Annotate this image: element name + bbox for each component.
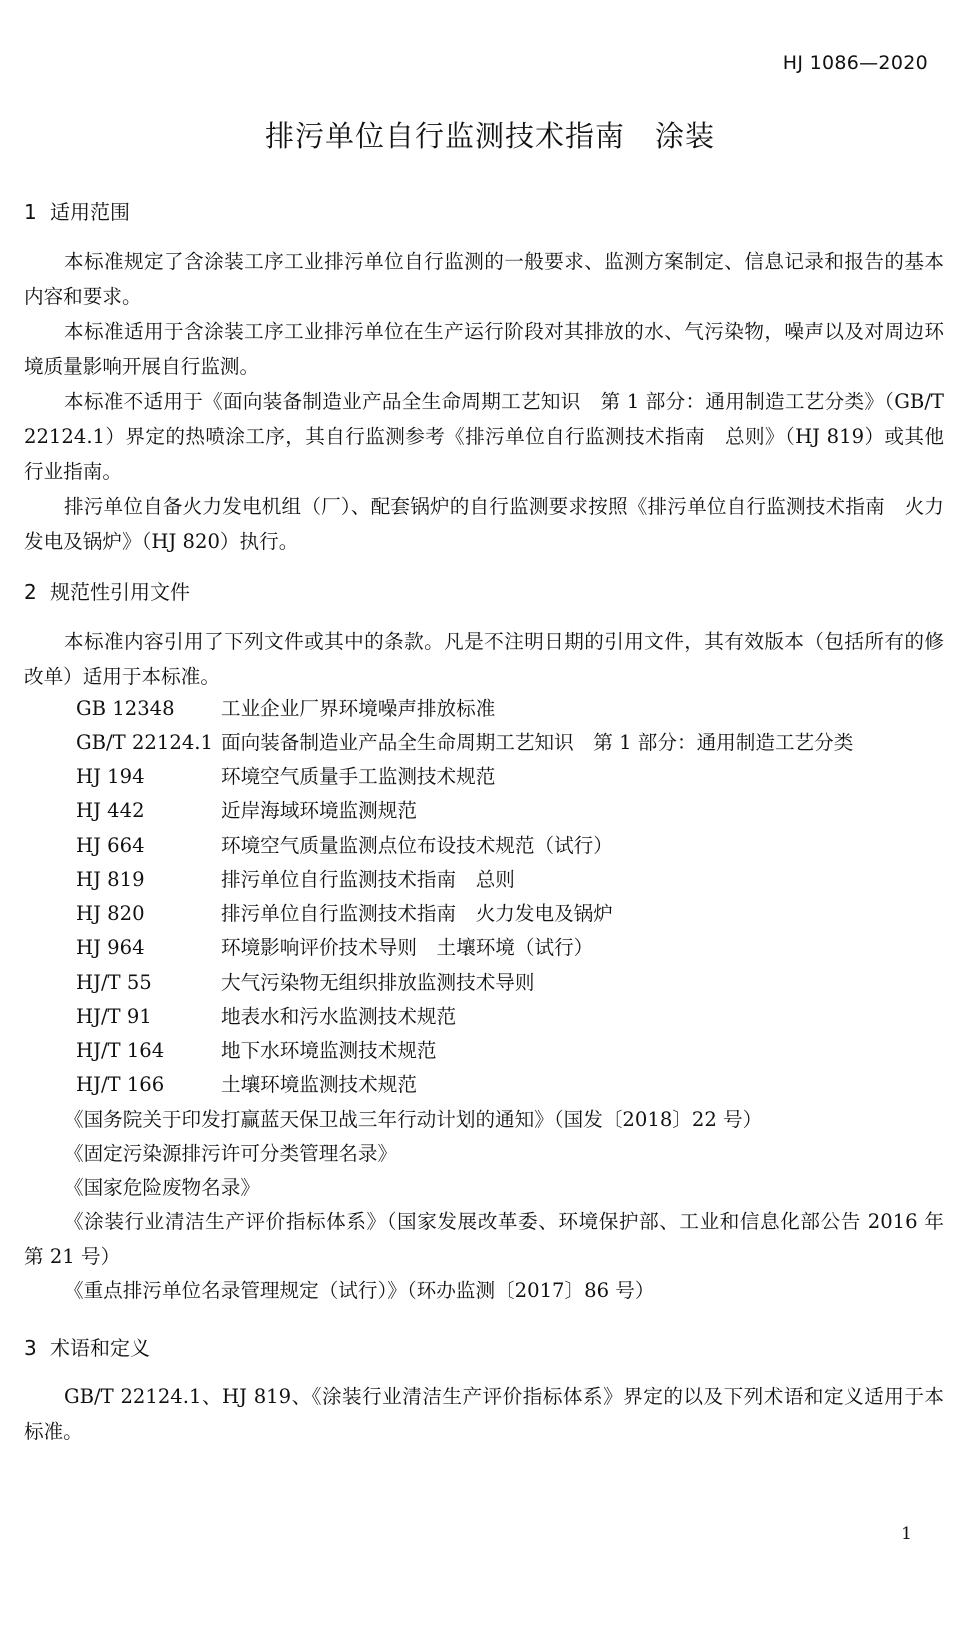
paragraph: 本标准不适用于《面向装备制造业产品全生命周期工艺知识 第 1 部分：通用制造工艺分类》（GB/T 22124.1）界定的热喷涂工序，其自行监测参考《排污单位自行监测技术指南 总则》（HJ 819）或其他行业指南。 <box>24 390 944 483</box>
reference-item <box>76 731 853 755</box>
reference-item <box>76 936 593 960</box>
reference-item <box>76 1073 417 1097</box>
reference-title: 土壤环境监测技术规范 <box>221 1073 417 1096</box>
reference-item <box>76 902 613 926</box>
reference-item <box>76 868 515 892</box>
section-title: 术语和定义 <box>50 1336 150 1360</box>
reference-title: 大气污染物无组织排放监测技术导则 <box>221 971 535 994</box>
section-title: 规范性引用文件 <box>50 580 190 604</box>
paragraph: 本标准内容引用了下列文件或其中的条款。凡是不注明日期的引用文件，其有效版本（包括所有的修改单）适用于本标准。 <box>24 630 944 688</box>
reference-code: HJ 819 <box>76 868 145 891</box>
paragraph: GB/T 22124.1、HJ 819、《涂装行业清洁生产评价指标体系》界定的以及下列术语和定义适用于本标准。 <box>24 1385 944 1443</box>
paragraph: 本标准规定了含涂装工序工业排污单位自行监测的一般要求、监测方案制定、信息记录和报告的基本内容和要求。 <box>24 250 944 308</box>
reference-code: HJ 820 <box>76 902 145 925</box>
reference-code: HJ/T 166 <box>76 1073 165 1096</box>
reference-item <box>76 1039 437 1063</box>
reference-code: HJ/T 55 <box>76 971 152 994</box>
section-title: 适用范围 <box>50 200 130 224</box>
reference-item <box>76 799 417 823</box>
reference-title: 工业企业厂界环境噪声排放标准 <box>221 697 496 720</box>
section-1-heading <box>24 196 130 225</box>
document-title: 排污单位自行监测技术指南 涂装 <box>264 119 715 153</box>
reference-title: 排污单位自行监测技术指南 总则 <box>221 868 515 891</box>
reference-title: 面向装备制造业产品全生命周期工艺知识 第 1 部分：通用制造工艺分类 <box>221 731 854 754</box>
cited-document: 《国务院关于印发打赢蓝天保卫战三年行动计划的通知》（国发〔2018〕22 号） <box>64 1108 763 1131</box>
reference-code: GB/T 22124.1 <box>76 731 213 754</box>
reference-code: GB 12348 <box>76 697 175 720</box>
reference-code: HJ 442 <box>76 799 145 822</box>
section-number: 2 <box>24 580 37 604</box>
paragraph: 排污单位自备火力发电机组（厂）、配套锅炉的自行监测要求按照《排污单位自行监测技术指南 火力发电及锅炉》（HJ 820）执行。 <box>24 495 944 553</box>
reference-title: 环境空气质量监测点位布设技术规范（试行） <box>221 834 613 857</box>
cited-document: 《固定污染源排污许可分类管理名录》 <box>64 1142 398 1165</box>
reference-item <box>76 971 535 995</box>
reference-code: HJ 194 <box>76 765 145 788</box>
section-3-heading <box>24 1332 150 1361</box>
section-number: 1 <box>24 200 37 224</box>
section-number: 3 <box>24 1336 37 1360</box>
paragraph: 本标准适用于含涂装工序工业排污单位在生产运行阶段对其排放的水、气污染物，噪声以及对周边环境质量影响开展自行监测。 <box>24 320 944 378</box>
page-number: 1 <box>901 1524 912 1544</box>
reference-title: 排污单位自行监测技术指南 火力发电及锅炉 <box>221 902 613 925</box>
standard-number: HJ 1086—2020 <box>782 52 928 74</box>
reference-item <box>76 697 495 721</box>
reference-item <box>76 765 495 789</box>
reference-code: HJ/T 91 <box>76 1005 152 1028</box>
cited-document: 《重点排污单位名录管理规定（试行）》（环办监测〔2017〕86 号） <box>64 1279 655 1302</box>
reference-item <box>76 1005 456 1029</box>
reference-title: 近岸海域环境监测规范 <box>221 799 417 822</box>
cited-document: 《涂装行业清洁生产评价指标体系》（国家发展改革委、环境保护部、工业和信息化部公告 2016 年 第 21 号） <box>24 1210 944 1268</box>
reference-title: 地表水和污水监测技术规范 <box>221 1005 457 1028</box>
reference-item <box>76 834 613 858</box>
reference-code: HJ/T 164 <box>76 1039 165 1062</box>
reference-title: 环境影响评价技术导则 土壤环境（试行） <box>221 936 594 959</box>
reference-title: 环境空气质量手工监测技术规范 <box>221 765 496 788</box>
reference-code: HJ 964 <box>76 936 145 959</box>
reference-code: HJ 664 <box>76 834 145 857</box>
cited-document: 《国家危险废物名录》 <box>64 1176 260 1199</box>
section-2-heading <box>24 576 190 605</box>
reference-title: 地下水环境监测技术规范 <box>221 1039 437 1062</box>
